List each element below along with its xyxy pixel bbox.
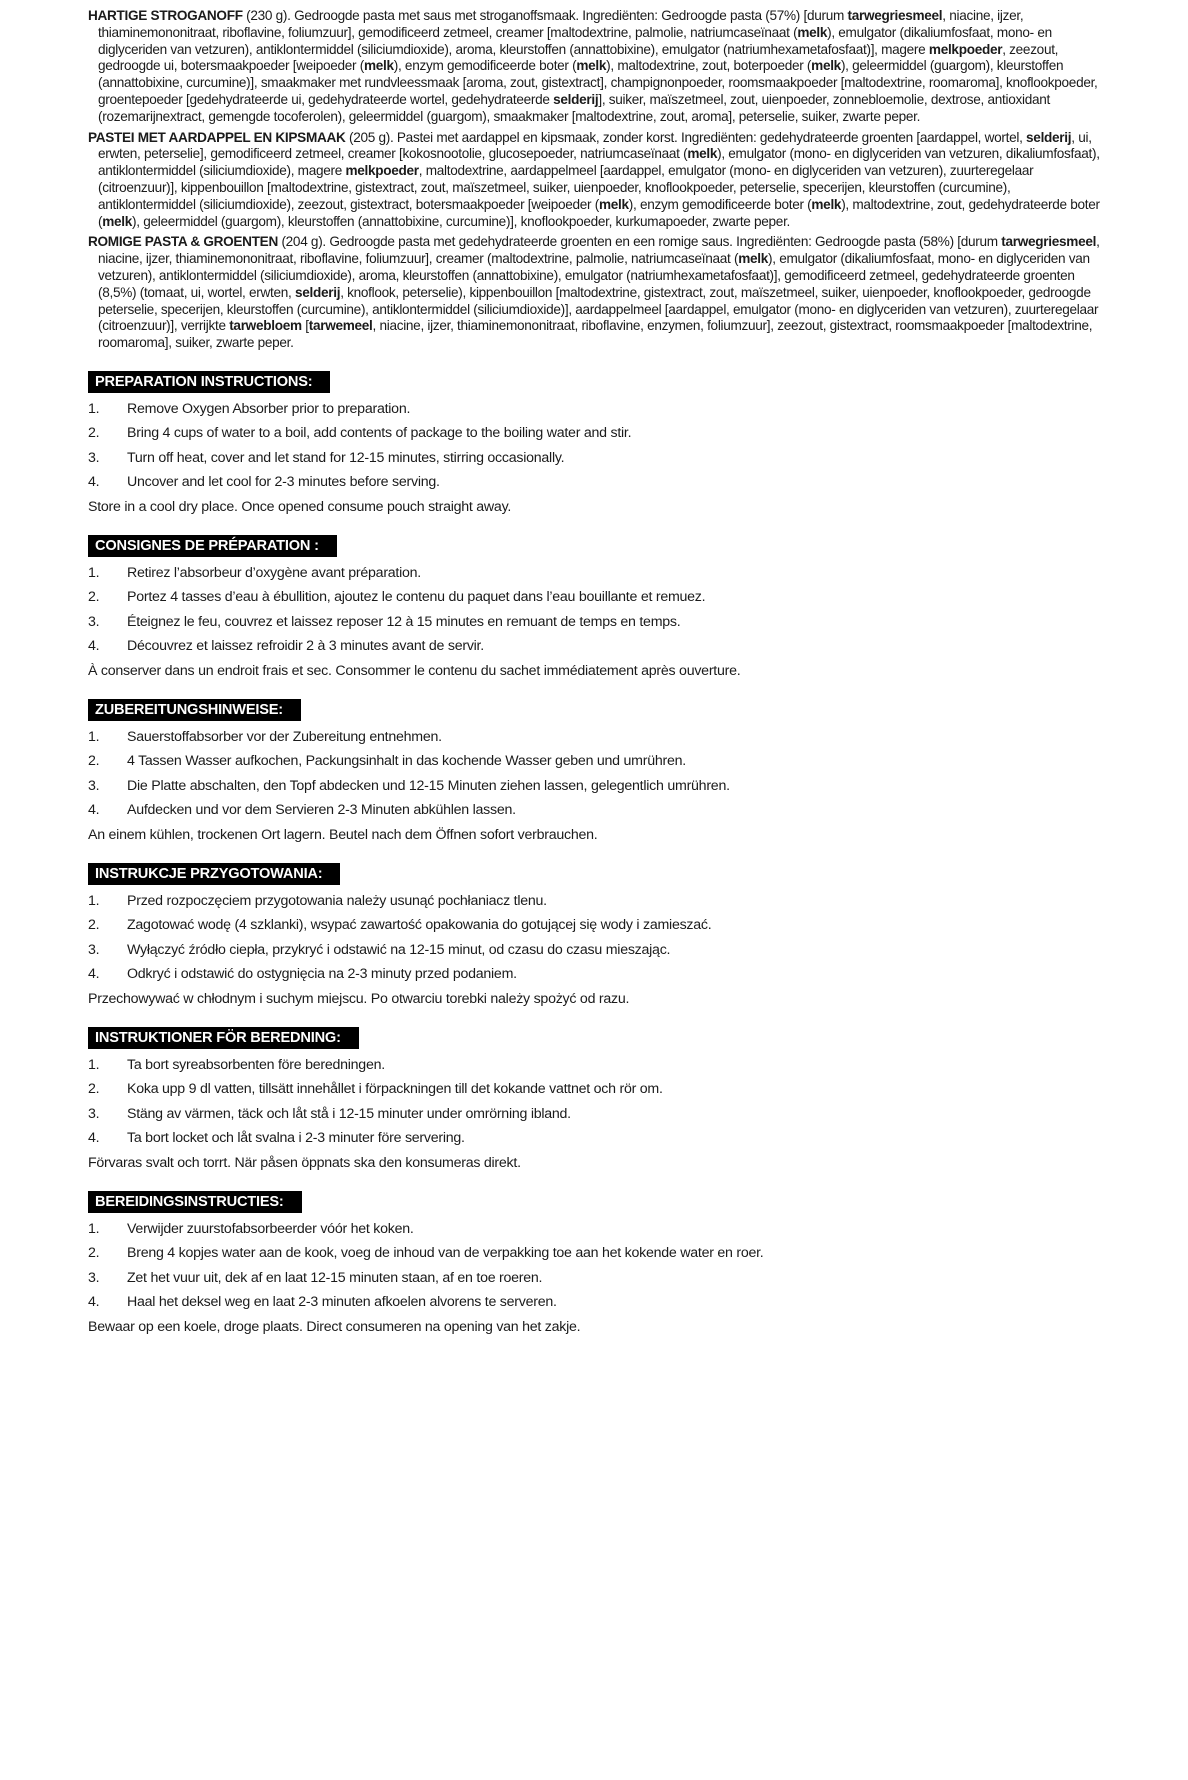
step-text: Turn off heat, cover and let stand for 12-15 minutes, stirring occasionally. bbox=[127, 449, 565, 466]
step-number: 4. bbox=[88, 638, 100, 655]
step-number: 1. bbox=[88, 400, 100, 417]
step-number: 1. bbox=[88, 1056, 100, 1073]
instruction-step bbox=[88, 917, 1108, 934]
instruction-section bbox=[88, 863, 1108, 1008]
section-heading: PREPARATION INSTRUCTIONS: bbox=[88, 371, 330, 393]
instruction-step bbox=[88, 425, 1108, 442]
step-number: 4. bbox=[88, 474, 100, 491]
instruction-section bbox=[88, 1191, 1108, 1336]
step-text: Zagotować wodę (4 szklanki), wsypać zawartość opakowania do gotującej się wody i zamieszać. bbox=[127, 917, 712, 934]
instruction-step bbox=[88, 1221, 1108, 1238]
step-text: Koka upp 9 dl vatten, tillsätt innehållet i förpackningen till det kokande vattnet och rör om. bbox=[127, 1081, 663, 1098]
storage-note: Store in a cool dry place. Once opened consume pouch straight away. bbox=[88, 498, 512, 515]
instruction-step bbox=[88, 802, 1108, 819]
step-number: 2. bbox=[88, 589, 100, 606]
instruction-step bbox=[88, 1106, 1108, 1123]
section-heading: ZUBEREITUNGSHINWEISE: bbox=[88, 699, 301, 721]
step-text: Die Platte abschalten, den Topf abdecken und 12-15 Minuten ziehen lassen, gelegentlich umrühren. bbox=[127, 777, 730, 794]
step-text: Uncover and let cool for 2-3 minutes before serving. bbox=[127, 474, 440, 491]
step-text: Wyłączyć źródło ciepła, przykryć i odstawić na 12-15 minut, od czasu do czasu mieszając. bbox=[127, 941, 671, 958]
step-number: 4. bbox=[88, 1130, 100, 1147]
instruction-step bbox=[88, 1130, 1108, 1147]
step-number: 2. bbox=[88, 1245, 100, 1262]
instruction-section bbox=[88, 699, 1108, 844]
instruction-step bbox=[88, 966, 1108, 983]
step-text: Bring 4 cups of water to a boil, add contents of package to the boiling water and stir. bbox=[127, 425, 632, 442]
step-number: 3. bbox=[88, 777, 100, 794]
step-number: 1. bbox=[88, 892, 100, 909]
step-number: 4. bbox=[88, 1294, 100, 1311]
step-number: 2. bbox=[88, 425, 100, 442]
storage-note: À conserver dans un endroit frais et sec. Consommer le contenu du sachet immédiatement après ouverture. bbox=[88, 662, 741, 679]
instruction-step bbox=[88, 401, 1108, 418]
product-ingredients-paragraph: PASTEI MET AARDAPPEL EN KIPSMAAK (205 g). Pastei met aardappel en kipsmaak, zonder korst. Ingrediënten: gedehydrateerde groenten [aardappel, wortel, selderij, ui, erwten, peterselie], gemodificeerd zetmeel, creamer [kokosnootolie, glucosepoeder, natriumcaseïnaat (melk), emulgator (mono- en diglyceriden van vetzuren, dikaliumfosfaat), antiklontermiddel (siliciumdioxide), magere melkpoeder, maltodextrine, aardappelmeel [aardappel, emulgator (mono- en diglyceriden van vetzuren), zuurteregelaar (citroenzuur)], kippenbouillon [maltodextrine, gistextract, zout, maïszetmeel, suiker, uienpoeder, knoflookpoeder, peterselie, specerijen, kleurstoffen (curcumine), antiklontermiddel (siliciumdioxide), zeezout, gistextract, botersmaakpoeder [weipoeder (melk), enzym gemodificeerde boter (melk), maltodextrine, zout, gedehydrateerde boter (melk), geleermiddel (guargom), kleurstoffen (annattobixine, curcumine)], knoflookpoeder, kurkumapoeder, zwarte peper. bbox=[88, 129, 1100, 229]
instruction-step bbox=[88, 753, 1108, 770]
step-text: Ta bort locket och låt svalna i 2-3 minuter före servering. bbox=[127, 1130, 465, 1147]
instruction-step bbox=[88, 589, 1108, 606]
step-text: Stäng av värmen, täck och låt stå i 12-15 minuter under omrörning ibland. bbox=[127, 1105, 571, 1122]
step-number: 1. bbox=[88, 564, 100, 581]
step-text: Breng 4 kopjes water aan de kook, voeg de inhoud van de verpakking toe aan het kokende water en roer. bbox=[127, 1245, 764, 1262]
instruction-step bbox=[88, 474, 1108, 491]
instruction-step bbox=[88, 614, 1108, 631]
instruction-section bbox=[88, 371, 1108, 516]
instruction-step bbox=[88, 450, 1108, 467]
storage-note: Bewaar op een koele, droge plaats. Direct consumeren na opening van het zakje. bbox=[88, 1318, 581, 1335]
product-name: ROMIGE PASTA & GROENTEN bbox=[88, 234, 278, 250]
step-number: 2. bbox=[88, 917, 100, 934]
instruction-step bbox=[88, 729, 1108, 746]
step-number: 3. bbox=[88, 941, 100, 958]
step-number: 1. bbox=[88, 728, 100, 745]
step-text: Aufdecken und vor dem Servieren 2-3 Minuten abkühlen lassen. bbox=[127, 802, 516, 819]
step-number: 4. bbox=[88, 966, 100, 983]
instruction-step bbox=[88, 778, 1108, 795]
step-number: 3. bbox=[88, 613, 100, 630]
section-heading: CONSIGNES DE PRÉPARATION : bbox=[88, 535, 337, 557]
step-number: 2. bbox=[88, 753, 100, 770]
step-text: Ta bort syreabsorbenten före beredningen. bbox=[127, 1056, 385, 1073]
step-text: Retirez l’absorbeur d’oxygène avant préparation. bbox=[127, 564, 422, 581]
step-text: Découvrez et laissez refroidir 2 à 3 minutes avant de servir. bbox=[127, 638, 484, 655]
step-number: 4. bbox=[88, 802, 100, 819]
step-text: Haal het deksel weg en laat 2-3 minuten afkoelen alvorens te serveren. bbox=[127, 1294, 557, 1311]
instruction-section bbox=[88, 535, 1108, 680]
storage-note: Przechowywać w chłodnym i suchym miejscu. Po otwarciu torebki należy spożyć od razu. bbox=[88, 990, 630, 1007]
product-name: HARTIGE STROGANOFF bbox=[88, 8, 243, 23]
step-number: 3. bbox=[88, 1269, 100, 1286]
product-name: PASTEI MET AARDAPPEL EN KIPSMAAK bbox=[88, 129, 346, 145]
instruction-step bbox=[88, 1081, 1108, 1098]
step-text: Verwijder zuurstofabsorbeerder vóór het koken. bbox=[127, 1220, 414, 1237]
storage-note: An einem kühlen, trockenen Ort lagern. Beutel nach dem Öffnen sofort verbrauchen. bbox=[88, 826, 598, 843]
section-heading: INSTRUKTIONER FÖR BEREDNING: bbox=[88, 1027, 359, 1049]
instruction-step bbox=[88, 942, 1108, 959]
instruction-step bbox=[88, 1294, 1108, 1311]
instruction-step bbox=[88, 638, 1108, 655]
instruction-section bbox=[88, 1027, 1108, 1172]
step-text: Éteignez le feu, couvrez et laissez reposer 12 à 15 minutes en remuant de temps en temps. bbox=[127, 613, 681, 630]
ingredients-paragraphs bbox=[88, 8, 1108, 352]
product-ingredients-paragraph: ROMIGE PASTA & GROENTEN (204 g). Gedroogde pasta met gedehydrateerde groenten en een romige saus. Ingrediënten: Gedroogde pasta (58%) [durum tarwegriesmeel, niacine, ijzer, thiaminemononitraat, riboflavine, foliumzuur], creamer (maltodextrine, palmolie, natriumcaseïnaat (melk), emulgator (dikaliumfosfaat, mono- en diglyceriden van vetzuren), antiklontermiddel (siliciumdioxide), aroma, kleurstoffen (annattobixine), emulgator (natriumhexametafosfaat)], gemodificeerd zetmeel, gedehydrateerde groenten (8,5%) (tomaat, ui, wortel, erwten, selderij, knoflook, peterselie), kippenbouillon [maltodextrine, gistextract, zout, maïszetmeel, suiker, uienpoeder, knoflookpoeder, gedroogde peterselie, specerijen, kleurstoffen (curcumine), antiklontermiddel (siliciumdioxide)], aardappelmeel [aardappel, emulgator (mono- en diglyceriden van vetzuren), zuurteregelaar (citroenzuur)], verrijkte tarwebloem [tarwemeel, niacine, ijzer, thiaminemononitraat, riboflavine, enzymen, foliumzuur], zeezout, gistextract, roomsmaakpoeder [maltodextrine, roomaroma], suiker, zwarte peper. bbox=[88, 234, 1100, 351]
step-number: 2. bbox=[88, 1081, 100, 1098]
step-number: 3. bbox=[88, 449, 100, 466]
step-text: Sauerstoffabsorber vor der Zubereitung entnehmen. bbox=[127, 728, 442, 745]
step-text: Remove Oxygen Absorber prior to preparation. bbox=[127, 400, 411, 417]
step-text: 4 Tassen Wasser aufkochen, Packungsinhalt in das kochende Wasser geben und umrühren. bbox=[127, 753, 686, 770]
section-heading: BEREIDINGSINSTRUCTIES: bbox=[88, 1191, 302, 1213]
instruction-step bbox=[88, 1270, 1108, 1287]
step-text: Przed rozpoczęciem przygotowania należy usunąć pochłaniacz tlenu. bbox=[127, 892, 547, 909]
product-ingredients-paragraph: HARTIGE STROGANOFF (230 g). Gedroogde pasta met saus met stroganoffsmaak. Ingrediënten: Gedroogde pasta (57%) [durum tarwegriesmeel, niacine, ijzer, thiaminemononitraat, riboflavine, foliumzuur], gemodificeerd zetmeel, creamer [maltodextrine, palmolie, natriumcaseïnaat (melk), emulgator (dikaliumfosfaat, mono- en diglyceriden van vetzuren), antiklontermiddel (siliciumdioxide), aroma, kleurstoffen (annattobixine), emulgator (natriumhexametafosfaat)], magere melkpoeder, zeezout, gedroogde ui, botersmaakpoeder [weipoeder (melk), enzym gemodificeerde boter (melk), maltodextrine, zout, boterpoeder (melk), geleermiddel (guargom), kleurstoffen (annattobixine, curcumine)], smaakmaker met rundvleessmaak [aroma, zout, gistextract], champignonpoeder, roomsmaakpoeder [maltodextrine, roomaroma], knoflookpoeder, groentepoeder [gedehydrateerde ui, gedehydrateerde wortel, gedehydrateerde selderij], suiker, maïszetmeel, zout, uienpoeder, zonnebloemolie, dextrose, antioxidant (rozemarijnextract, gemengde tocoferolen), geleermiddel (guargom), smaakmaker [maltodextrine, zout, aroma], peterselie, suiker, zwarte peper. bbox=[88, 8, 1098, 124]
storage-note: Förvaras svalt och torrt. När påsen öppnats ska den konsumeras direkt. bbox=[88, 1154, 521, 1171]
instruction-step bbox=[88, 1057, 1108, 1074]
instruction-step bbox=[88, 1245, 1108, 1262]
step-text: Odkryć i odstawić do ostygnięcia na 2-3 minuty przed podaniem. bbox=[127, 966, 517, 983]
instruction-step bbox=[88, 565, 1108, 582]
step-text: Portez 4 tasses d’eau à ébullition, ajoutez le contenu du paquet dans l’eau bouillante et remuez. bbox=[127, 589, 706, 606]
step-number: 3. bbox=[88, 1105, 100, 1122]
step-number: 1. bbox=[88, 1220, 100, 1237]
section-heading: INSTRUKCJE PRZYGOTOWANIA: bbox=[88, 863, 340, 885]
instruction-step bbox=[88, 893, 1108, 910]
preparation-sections bbox=[88, 371, 1108, 1336]
step-text: Zet het vuur uit, dek af en laat 12-15 minuten staan, af en toe roeren. bbox=[127, 1269, 543, 1286]
